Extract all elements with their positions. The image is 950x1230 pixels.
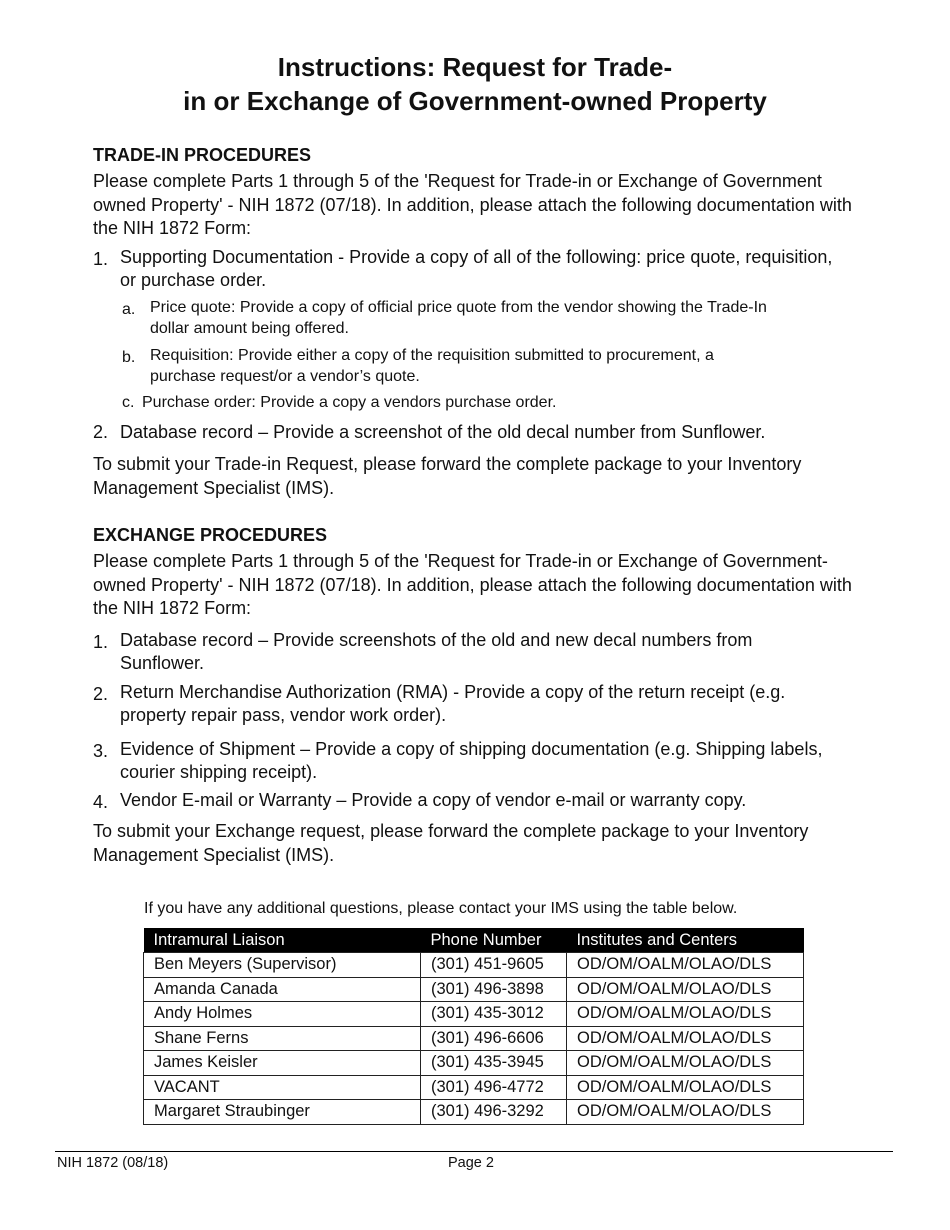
- table-row: [144, 1100, 804, 1125]
- item-number: 2.: [93, 684, 109, 704]
- exchange-intro: Please complete Parts 1 through 5 of the 'Request for Trade-in or Exchange of Government-owned Property' - NIH 1872 (07/18). In addition, please attach the following documentation with the NIH 1872 Form:: [93, 551, 852, 618]
- item-text: Vendor E-mail or Warranty – Provide a copy of vendor e-mail or warranty copy.: [120, 790, 747, 810]
- item-number: 1.: [93, 249, 109, 269]
- subitem-text: Purchase order: Provide a copy a vendors purchase order.: [142, 394, 557, 411]
- item-number: 2.: [93, 422, 109, 442]
- exchange-item-3: [93, 738, 853, 784]
- subitem-text: Price quote: Provide a copy of official price quote from the vendor showing the Trade-In dollar amount being offered.: [150, 299, 767, 337]
- institutes-cell: OD/OM/OALM/OLAO/DLS: [567, 1100, 804, 1125]
- institutes-cell: OD/OM/OALM/OLAO/DLS: [567, 1075, 804, 1100]
- exchange-closing: To submit your Exchange request, please forward the complete package to your Inventory Management Specialist (IMS).: [93, 821, 809, 865]
- trade-in-subitem-c: [122, 392, 822, 413]
- header-institutes: Institutes and Centers: [567, 928, 804, 953]
- item-number: 4.: [93, 792, 109, 812]
- subitem-text: Requisition: Provide either a copy of the requisition submitted to procurement, a purchase request/or a vendor’s quote.: [150, 347, 714, 385]
- header-phone: Phone Number: [421, 928, 567, 953]
- footer-page-number: Page 2: [448, 1155, 494, 1171]
- table-row: [144, 1075, 804, 1100]
- trade-in-intro: Please complete Parts 1 through 5 of the 'Request for Trade-in or Exchange of Government owned Property' - NIH 1872 (07/18). In addition, please attach the following documentation with the NIH 1872 Form:: [93, 171, 852, 238]
- trade-in-subitem-a: [122, 297, 822, 339]
- trade-in-item-1: [93, 246, 853, 292]
- exchange-heading: EXCHANGE PROCEDURES: [93, 525, 328, 545]
- phone-cell: (301) 435-3945: [421, 1051, 567, 1076]
- table-row: [144, 1051, 804, 1076]
- subitem-letter: b.: [122, 349, 136, 366]
- table-row: [144, 1026, 804, 1051]
- table-row: [144, 977, 804, 1002]
- phone-cell: (301) 435-3012: [421, 1002, 567, 1027]
- trade-in-item-2: [93, 421, 853, 444]
- item-number: 1.: [93, 632, 109, 652]
- exchange-item-4: [93, 789, 853, 812]
- phone-cell: (301) 496-3292: [421, 1100, 567, 1125]
- table-header-row: [144, 928, 804, 953]
- contact-note: If you have any additional questions, please contact your IMS using the table below.: [144, 900, 738, 917]
- title-line-2: in or Exchange of Government-owned Property: [183, 86, 767, 116]
- phone-cell: (301) 451-9605: [421, 953, 567, 978]
- footer-divider: [55, 1151, 893, 1152]
- item-number: 3.: [93, 741, 109, 761]
- header-liaison: Intramural Liaison: [144, 928, 421, 953]
- liaison-cell: Ben Meyers (Supervisor): [144, 953, 421, 978]
- table-row: [144, 953, 804, 978]
- liaison-cell: Margaret Straubinger: [144, 1100, 421, 1125]
- phone-cell: (301) 496-6606: [421, 1026, 567, 1051]
- institutes-cell: OD/OM/OALM/OLAO/DLS: [567, 1051, 804, 1076]
- phone-cell: (301) 496-3898: [421, 977, 567, 1002]
- ims-contact-table: [143, 928, 804, 1125]
- item-text: Database record – Provide screenshots of the old and new decal numbers from Sunflower.: [120, 630, 753, 673]
- institutes-cell: OD/OM/OALM/OLAO/DLS: [567, 1026, 804, 1051]
- phone-cell: (301) 496-4772: [421, 1075, 567, 1100]
- exchange-item-1: [93, 629, 813, 675]
- institutes-cell: OD/OM/OALM/OLAO/DLS: [567, 1002, 804, 1027]
- item-text: Return Merchandise Authorization (RMA) - Provide a copy of the return receipt (e.g. property repair pass, vendor work order).: [120, 682, 786, 725]
- title-line-1: Instructions: Request for Trade-: [277, 52, 673, 82]
- page-title: [0, 50, 950, 118]
- liaison-cell: Amanda Canada: [144, 977, 421, 1002]
- liaison-cell: Andy Holmes: [144, 1002, 421, 1027]
- liaison-cell: James Keisler: [144, 1051, 421, 1076]
- exchange-item-2: [93, 681, 853, 727]
- institutes-cell: OD/OM/OALM/OLAO/DLS: [567, 977, 804, 1002]
- trade-in-heading: TRADE-IN PROCEDURES: [93, 145, 312, 165]
- subitem-letter: a.: [122, 301, 136, 318]
- subitem-letter: c.: [122, 394, 135, 411]
- liaison-cell: Shane Ferns: [144, 1026, 421, 1051]
- item-text: Supporting Documentation - Provide a copy of all of the following: price quote, requisition, or purchase order.: [120, 247, 833, 290]
- table-row: [144, 1002, 804, 1027]
- trade-in-subitem-b: [122, 345, 822, 387]
- liaison-cell: VACANT: [144, 1075, 421, 1100]
- item-text: Evidence of Shipment – Provide a copy of shipping documentation (e.g. Shipping labels, courier shipping receipt).: [120, 739, 823, 782]
- institutes-cell: OD/OM/OALM/OLAO/DLS: [567, 953, 804, 978]
- trade-in-closing: To submit your Trade-in Request, please forward the complete package to your Inventory Management Specialist (IMS).: [93, 454, 802, 498]
- footer-form-number: NIH 1872 (08/18): [57, 1155, 169, 1171]
- item-text: Database record – Provide a screenshot of the old decal number from Sunflower.: [120, 422, 766, 442]
